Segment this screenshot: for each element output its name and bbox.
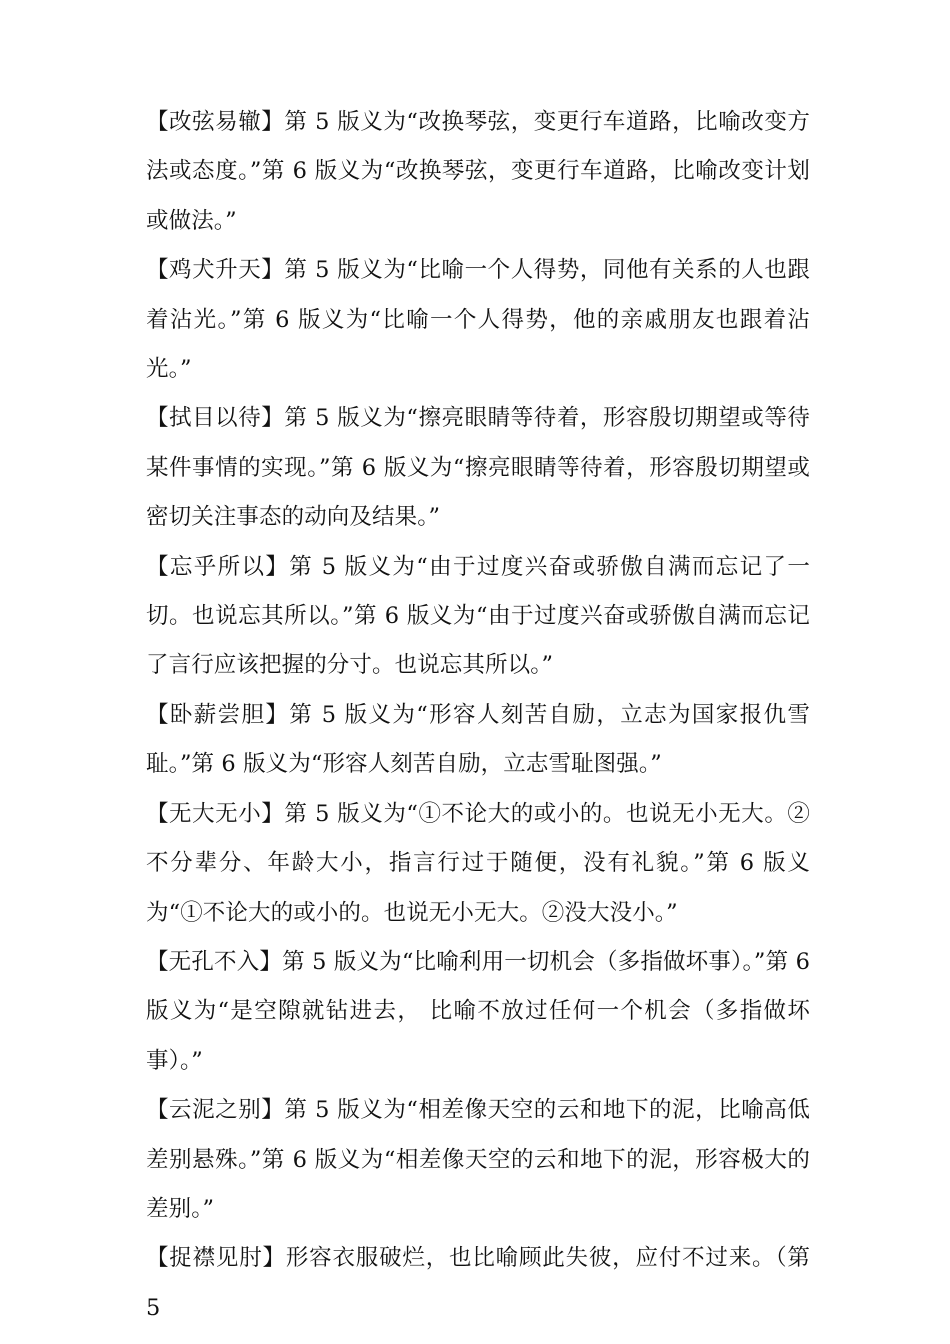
entry-shi-mu-yi-dai: 【拭目以待】第 5 版义为“擦亮眼睛等待着，形容殷切期望或等待某件事情的实现。”第 6 版义为“擦亮眼睛等待着，形容殷切期望或密切关注事态的动向及结果。” xyxy=(146,405,810,531)
entry-yun-ni-zhi-bie: 【云泥之别】第 5 版义为“相差像天空的云和地下的泥，比喻高低差别悬殊。”第 6 版义为“相差像天空的云和地下的泥，形容极大的差别。” xyxy=(146,1097,810,1222)
entry-wang-hu-suo-yi: 【忘乎所以】第 5 版义为“由于过度兴奋或骄傲自满而忘记了一切。也说忘其所以。”第 6 版义为“由于过度兴奋或骄傲自满而忘记了言行应该把握的分寸。也说忘其所以。” xyxy=(146,553,810,679)
entry-wu-kong-bu-ru: 【无孔不入】第 5 版义为“比喻利用一切机会（多指做坏事）。”第 6 版义为“是空隙就钻进去， 比喻不放过任何一个机会（多指做坏事）。” xyxy=(146,948,810,1074)
entry-ji-quan-sheng-tian: 【鸡犬升天】第 5 版义为“比喻一个人得势，同他有关系的人也跟着沾光。”第 6 版义为“比喻一个人得势，他的亲戚朋友也跟着沾光。” xyxy=(146,257,810,383)
entry-zhuo-jin-jian-zhou: 【捉襟见肘】形容衣服破烂，也比喻顾此失彼，应付不过来。（第 5 xyxy=(146,1245,810,1321)
entry-wo-xin-chang-dan: 【卧薪尝胆】第 5 版义为“形容人刻苦自励，立志为国家报仇雪耻。”第 6 版义为“形容人刻苦自励，立志雪耻图强。” xyxy=(146,701,810,778)
entry-gai-xian-yi-zhe: 【改弦易辙】第 5 版义为“改换琴弦，变更行车道路，比喻改变方法或态度。”第 6 版义为“改换琴弦，变更行车道路，比喻改变计划或做法。” xyxy=(146,109,810,234)
entry-wu-da-wu-xiao: 【无大无小】第 5 版义为“①不论大的或小的。也说无小无大。②不分辈分、年龄大小，指言行过于随便，没有礼貌。”第 6 版义为“①不论大的或小的。也说无小无大。②没大没小。” xyxy=(146,800,810,926)
document-body xyxy=(146,98,810,1333)
